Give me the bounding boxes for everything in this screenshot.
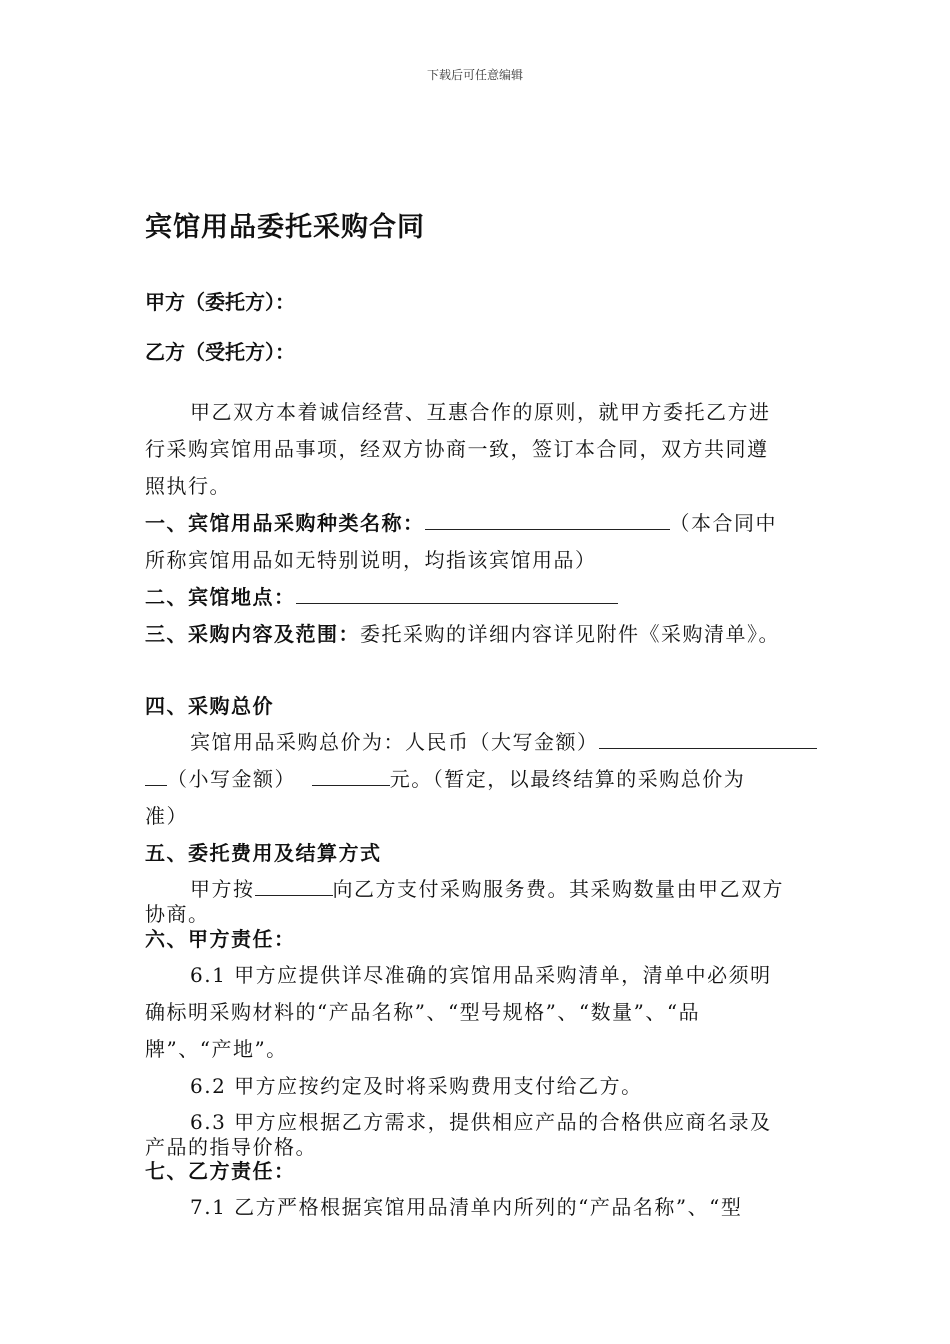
- section-7-heading: 七、乙方责任：: [145, 1159, 296, 1183]
- section-1-heading: 一、宾馆用品采购种类名称：: [145, 511, 425, 535]
- amount-in-figures-label: （小写金额）: [167, 767, 296, 791]
- section-2-line: [145, 581, 618, 610]
- party-b-label: 乙方（受托方）：: [145, 340, 295, 364]
- clause-6-1-line-1: 6.1 甲方应提供详尽准确的宾馆用品采购清单，清单中必须明: [190, 963, 772, 987]
- section-2-heading: 二、宾馆地点：: [145, 585, 296, 609]
- contract-title: 宾馆用品委托采购合同: [145, 212, 425, 243]
- clause-6-1-line-2: 确标明采购材料的“产品名称”、“型号规格”、“数量”、“品: [145, 1000, 701, 1024]
- clause-6-2: 6.2 甲方应按约定及时将采购费用支付给乙方。: [190, 1074, 643, 1098]
- intro-line-2: 行采购宾馆用品事项，经双方协商一致，签订本合同，双方共同遵: [145, 437, 769, 461]
- page-header-note: 下载后可任意编辑: [426, 68, 523, 82]
- fee-basis-label: 甲方按: [190, 877, 255, 901]
- amount-in-figures-blank: [312, 769, 390, 786]
- total-price-label: 宾馆用品采购总价为：人民币（大写金额）: [190, 730, 599, 754]
- section-4-line-3: 准）: [145, 804, 188, 828]
- clause-7-1-line-1: 7.1 乙方严格根据宾馆用品清单内所列的“产品名称”、“型: [190, 1195, 743, 1219]
- intro-line-3: 照执行。: [145, 474, 231, 498]
- party-a-label: 甲方（委托方）：: [145, 290, 295, 314]
- hotel-location-blank: [296, 587, 618, 604]
- clause-6-1-line-3: 牌”、“产地”。: [145, 1037, 288, 1061]
- amount-in-words-blank-cont: [145, 769, 167, 786]
- amount-in-words-blank: [599, 732, 817, 749]
- section-1-line-2: 所称宾馆用品如无特别说明，均指该宾馆用品）: [145, 548, 597, 572]
- section-5-line-1: [190, 873, 784, 902]
- fee-basis-blank: [255, 879, 333, 896]
- intro-line-1: 甲乙双方本着诚信经营、互惠合作的原则，就甲方委托乙方进: [190, 400, 771, 424]
- section-3-heading: 三、采购内容及范围：: [145, 622, 360, 646]
- section-6-heading: 六、甲方责任：: [145, 927, 296, 951]
- section-5-heading: 五、委托费用及结算方式: [145, 841, 382, 865]
- amount-note: 元。（暂定，以最终结算的采购总价为: [389, 767, 746, 791]
- section-3-text: 委托采购的详细内容详见附件《采购清单》。: [360, 622, 780, 646]
- hotel-goods-name-blank: [425, 513, 670, 530]
- section-3-line: [145, 618, 780, 647]
- section-4-heading: 四、采购总价: [145, 694, 274, 718]
- clause-6-3-line-2: 产品的指导价格。: [145, 1135, 317, 1159]
- section-4-line-1: [190, 726, 817, 755]
- section-5-line-2: 协商。: [145, 902, 210, 926]
- clause-6-3-line-1: 6.3 甲方应根据乙方需求，提供相应产品的合格供应商名录及: [190, 1110, 772, 1134]
- section-4-line-2: [145, 763, 745, 792]
- section-1-tail: （本合同中: [669, 511, 777, 535]
- fee-text: 向乙方支付采购服务费。其采购数量由甲乙双方: [332, 877, 784, 901]
- section-1-line-1: [145, 507, 777, 536]
